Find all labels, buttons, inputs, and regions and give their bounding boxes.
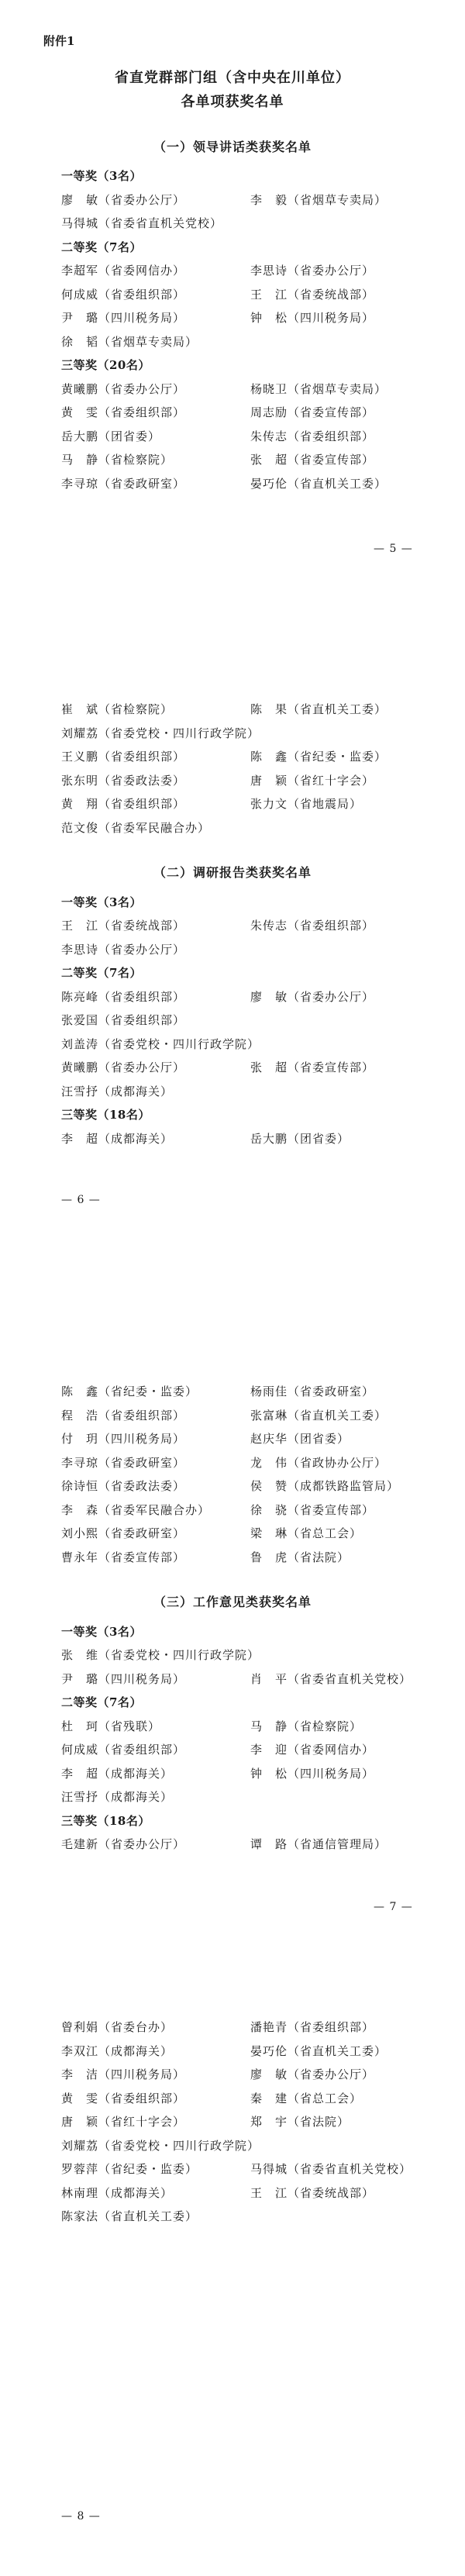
page-number: — 6 — xyxy=(61,1194,101,1206)
winner-row xyxy=(0,769,465,793)
prize-label: 一等奖（3名） xyxy=(61,169,142,183)
winner-row xyxy=(0,1474,465,1498)
winner-entry: 徐 韬（省烟草专卖局） xyxy=(61,334,198,349)
winner-row xyxy=(0,1056,465,1080)
winner-row xyxy=(0,2040,465,2064)
winner-row xyxy=(0,1715,465,1739)
page-8 xyxy=(0,2016,465,2229)
winner-entry: 侯 赞（成都铁路监管局） xyxy=(250,1479,400,1493)
winner-entry: 岳大鹏（团省委） xyxy=(61,429,161,443)
winner-entry: 李 毅（省烟草专卖局） xyxy=(250,192,388,207)
prize-label: 一等奖（3名） xyxy=(61,895,142,909)
winner-entry: 黄 翔（省委组织部） xyxy=(61,797,186,811)
winner-entry: 范文俊（省委军民融合办） xyxy=(61,820,211,835)
winner-entry: 钟 松（四川税务局） xyxy=(250,311,375,325)
winner-entry: 李 洁（四川税务局） xyxy=(61,2067,186,2081)
winner-entry: 郑 宇（省法院） xyxy=(250,2115,350,2129)
winner-entry: 廖 敏（省委办公厅） xyxy=(250,2067,375,2081)
section-heading: （三）工作意见类获奖名单 xyxy=(153,1595,312,1609)
winner-row xyxy=(0,1451,465,1475)
winner-row xyxy=(0,745,465,769)
winner-row xyxy=(0,1762,465,1786)
winner-entry: 李超军（省委网信办） xyxy=(61,264,186,278)
winner-entry: 刘小熙（省委政研室） xyxy=(61,1526,186,1540)
winner-entry: 晏巧伦（省直机关工委） xyxy=(250,2043,388,2058)
winner-entry: 杨晓卫（省烟草专卖局） xyxy=(250,381,388,396)
page-6 xyxy=(0,698,465,1150)
winner-entry: 王义鹏（省委组织部） xyxy=(61,750,186,764)
winner-entry: 晏巧伦（省直机关工委） xyxy=(250,476,388,491)
winner-row xyxy=(0,1427,465,1451)
winner-row xyxy=(0,1127,465,1151)
winner-entry: 马得城（省委省直机关党校） xyxy=(61,216,223,230)
winner-row xyxy=(0,448,465,472)
attachment-label: 附件1 xyxy=(43,34,75,48)
document-title-line2: 各单项获奖名单 xyxy=(181,93,284,110)
winner-entry: 陈家法（省直机关工委） xyxy=(61,2209,198,2223)
winner-entry: 黄 雯（省委组织部） xyxy=(61,405,186,419)
winner-entry: 何成威（省委组织部） xyxy=(61,287,186,302)
winner-row xyxy=(0,1404,465,1428)
winner-row xyxy=(0,1380,465,1404)
page-5 xyxy=(0,29,465,495)
winner-entry: 陈亮峰（省委组织部） xyxy=(61,989,186,1004)
winner-row xyxy=(0,425,465,449)
winner-row xyxy=(0,1833,465,1857)
winner-entry: 马得城（省委省直机关党校） xyxy=(250,2162,412,2176)
winner-entry: 李 超（成都海关） xyxy=(61,1766,174,1781)
winner-entry: 张力文（省地震局） xyxy=(250,797,363,811)
winner-entry: 李寻琼（省委政研室） xyxy=(61,476,186,491)
winner-entry: 梁 琳（省总工会） xyxy=(250,1526,363,1540)
winner-entry: 赵庆华（团省委） xyxy=(250,1432,350,1446)
winner-row xyxy=(0,985,465,1009)
winner-entry: 张 维（省委党校・四川行政学院） xyxy=(61,1648,260,1662)
winner-row xyxy=(0,283,465,307)
winner-entry: 杨雨佳（省委政研室） xyxy=(250,1385,375,1398)
winner-entry: 李双江（成都海关） xyxy=(61,2043,174,2058)
winner-row xyxy=(0,1667,465,1691)
winner-row xyxy=(0,1009,465,1033)
winner-row xyxy=(0,914,465,938)
winner-row xyxy=(0,2087,465,2111)
winner-row xyxy=(0,2181,465,2205)
winner-entry: 汪雪抒（成都海关） xyxy=(61,1790,174,1804)
winner-row xyxy=(0,2157,465,2181)
winner-entry: 陈 鑫（省纪委・监委） xyxy=(61,1385,198,1398)
page-number: — 7 — xyxy=(374,1901,413,1913)
winner-entry: 汪雪抒（成都海关） xyxy=(61,1084,174,1098)
winner-row xyxy=(0,1522,465,1546)
winner-entry: 崔 斌（省检察院） xyxy=(61,702,174,716)
winner-entry: 陈 果（省直机关工委） xyxy=(250,702,388,716)
winner-row xyxy=(0,1643,465,1667)
prize-label: 二等奖（7名） xyxy=(61,240,142,254)
winner-entry: 谭 路（省通信管理局） xyxy=(250,1837,388,1851)
winner-entry: 王 江（省委统战部） xyxy=(250,287,375,302)
winner-row xyxy=(0,2205,465,2229)
winner-entry: 张 超（省委宣传部） xyxy=(250,1060,375,1074)
winner-entry: 付 玥（四川税务局） xyxy=(61,1432,186,1446)
winner-row xyxy=(0,472,465,496)
winner-entry: 李 迎（省委网信办） xyxy=(250,1743,375,1757)
winner-entry: 黄曦鹏（省委办公厅） xyxy=(61,381,186,396)
winner-entry: 王 江（省委统战部） xyxy=(250,2185,375,2200)
winner-row xyxy=(0,698,465,722)
winner-entry: 徐诗恒（省委政法委） xyxy=(61,1479,186,1493)
page-number: — 8 — xyxy=(61,2510,101,2523)
page-7 xyxy=(0,1380,465,1857)
winner-entry: 张东明（省委政法委） xyxy=(61,773,186,788)
winner-entry: 马 静（省检察院） xyxy=(61,453,174,467)
winner-entry: 马 静（省检察院） xyxy=(250,1719,363,1733)
prize-label: 二等奖（7名） xyxy=(61,1695,142,1709)
winner-row xyxy=(0,259,465,283)
winner-entry: 刘盖涛（省委党校・四川行政学院） xyxy=(61,1036,260,1051)
winner-entry: 朱传志（省委组织部） xyxy=(250,919,375,933)
prize-label: 三等奖（18名） xyxy=(61,1108,150,1122)
winner-entry: 廖 敏（省委办公厅） xyxy=(61,192,186,207)
section-heading: （二）调研报告类获奖名单 xyxy=(153,865,312,880)
winner-entry: 钟 松（四川税务局） xyxy=(250,1766,375,1781)
winner-row xyxy=(0,792,465,816)
winner-row xyxy=(0,1738,465,1762)
prize-label: 二等奖（7名） xyxy=(61,966,142,980)
winner-entry: 张富琳（省直机关工委） xyxy=(250,1408,388,1422)
winner-row xyxy=(0,816,465,840)
winner-row xyxy=(0,938,465,962)
winner-entry: 岳大鹏（团省委） xyxy=(250,1131,350,1146)
winner-entry: 李寻琼（省委政研室） xyxy=(61,1455,186,1470)
winner-row xyxy=(0,1785,465,1809)
winner-entry: 李思诗（省委办公厅） xyxy=(61,942,186,957)
winner-entry: 曹永年（省委宣传部） xyxy=(61,1550,186,1564)
winner-entry: 廖 敏（省委办公厅） xyxy=(250,989,375,1004)
winner-row xyxy=(0,1546,465,1570)
winner-entry: 龙 伟（省政协办公厅） xyxy=(250,1455,388,1470)
winner-entry: 徐 骁（省委宣传部） xyxy=(250,1502,375,1517)
winner-row xyxy=(0,1033,465,1057)
prize-label: 三等奖（20名） xyxy=(61,358,150,372)
winner-entry: 毛建新（省委办公厅） xyxy=(61,1837,186,1851)
winner-entry: 尹 璐（四川税务局） xyxy=(61,1671,186,1686)
winner-entry: 李 森（省委军民融合办） xyxy=(61,1502,211,1517)
document-title-line1: 省直党群部门组（含中央在川单位） xyxy=(115,69,350,86)
prize-label: 一等奖（3名） xyxy=(61,1624,142,1639)
winner-entry: 杜 珂（省残联） xyxy=(61,1719,161,1733)
winner-row xyxy=(0,401,465,425)
winner-row xyxy=(0,330,465,354)
winner-entry: 潘艳青（省委组织部） xyxy=(250,2020,375,2034)
winner-entry: 张爱国（省委组织部） xyxy=(61,1013,186,1027)
prize-label: 三等奖（18名） xyxy=(61,1813,150,1828)
winner-entry: 李 超（成都海关） xyxy=(61,1131,174,1146)
winner-row xyxy=(0,2016,465,2040)
winner-entry: 程 浩（省委组织部） xyxy=(61,1408,186,1422)
winner-entry: 刘耀荔（省委党校・四川行政学院） xyxy=(61,726,260,740)
page-number: — 5 — xyxy=(374,543,413,555)
winner-row xyxy=(0,722,465,746)
winner-entry: 何成威（省委组织部） xyxy=(61,1743,186,1757)
winner-entry: 李思诗（省委办公厅） xyxy=(250,264,375,278)
winner-row xyxy=(0,2134,465,2158)
winner-row xyxy=(0,306,465,330)
winner-entry: 唐 颖（省红十字会） xyxy=(250,773,375,788)
winner-entry: 罗蓉萍（省纪委・监委） xyxy=(61,2162,198,2176)
winner-entry: 刘耀荔（省委党校・四川行政学院） xyxy=(61,2138,260,2153)
winner-row xyxy=(0,1498,465,1522)
winner-row xyxy=(0,2110,465,2134)
winner-row xyxy=(0,1080,465,1104)
winner-entry: 王 江（省委统战部） xyxy=(61,919,186,933)
winner-entry: 林南理（成都海关） xyxy=(61,2185,174,2200)
winner-entry: 朱传志（省委组织部） xyxy=(250,429,375,443)
winner-entry: 陈 鑫（省纪委・监委） xyxy=(250,750,388,764)
winner-row xyxy=(0,212,465,236)
winner-row xyxy=(0,2063,465,2087)
winner-entry: 张 超（省委宣传部） xyxy=(250,453,375,467)
winner-row xyxy=(0,188,465,212)
winner-entry: 尹 璐（四川税务局） xyxy=(61,311,186,325)
winner-row xyxy=(0,378,465,402)
winner-entry: 唐 颖（省红十字会） xyxy=(61,2115,186,2129)
winner-entry: 黄 雯（省委组织部） xyxy=(61,2091,186,2105)
winner-entry: 肖 平（省委省直机关党校） xyxy=(250,1671,412,1686)
winner-entry: 鲁 虎（省法院） xyxy=(250,1550,350,1564)
winner-entry: 黄曦鹏（省委办公厅） xyxy=(61,1060,186,1074)
winner-entry: 秦 建（省总工会） xyxy=(250,2091,363,2105)
winner-entry: 曾利娟（省委台办） xyxy=(61,2020,174,2034)
section-heading: （一）领导讲话类获奖名单 xyxy=(153,139,312,154)
winner-entry: 周志励（省委宣传部） xyxy=(250,405,375,419)
